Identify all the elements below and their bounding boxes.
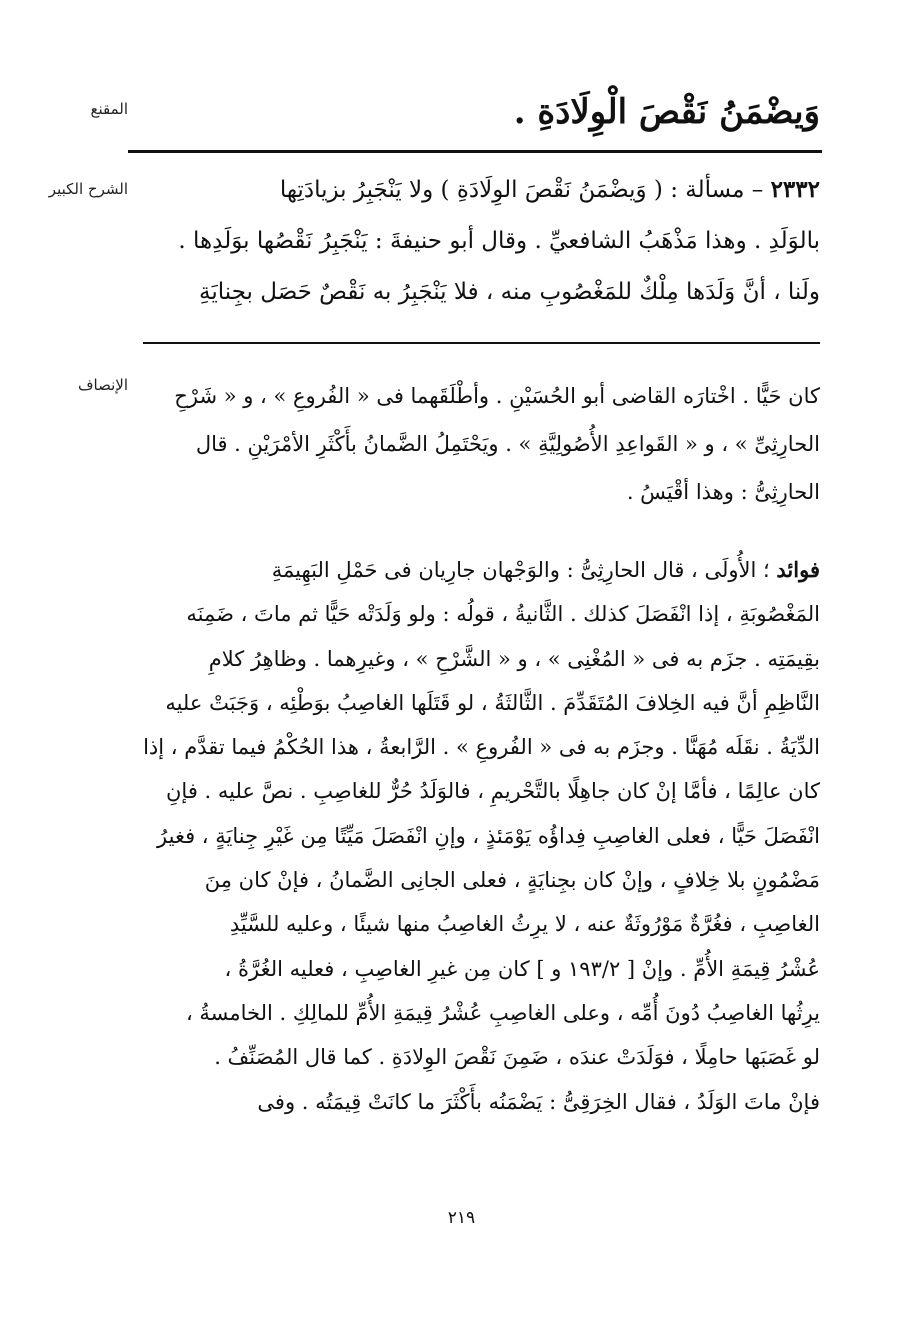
fawaid-line: المَغْصُوبَةِ ، إذا انْفَصَلَ كذلك . الثَّانيةُ ، قولُه : ولو وَلَدَتْه حَيًّا ثم ماتَ ، ضَمِنَه [186,602,820,627]
middle-divider [143,342,820,344]
fawaid-line: فوائد ؛ الأُولَى ، قال الحارِثِىُّ : والوَجْهان جارِيان فى حَمْلِ البَهِيمَةِ [271,557,820,582]
fawaid-heading: فوائد [776,557,820,582]
side-label-sharh: الشرح الكبير [48,180,128,198]
insaf-text [128,372,820,516]
fawaid-text [128,548,820,1124]
fawaid-line: لو غَصَبَها حامِلًا ، فوَلَدَتْ عندَه ، ضَمِنَ نَقْصَ الوِلادَةِ . كما قال المُصَنِّفُ . [214,1045,820,1070]
sharh-line: ولَنا ، أنَّ وَلَدَها مِلْكٌ للمَغْصُوبِ منه ، فلا يَنْجَبِرُ به نَقْصٌ حَصَل بجِنايَةِ [199,279,820,305]
fawaid-line: الغاصِبِ ، فغُرَّةٌ مَوْرُوثَةٌ عنه ، لا يرِثُ الغاصِبُ منها شيئًا ، وعليه للسَّيِّدِ [229,912,820,937]
fawaid-line: كان عالِمًا ، فأمَّا إنْ كان جاهِلًا بالتَّحْريمِ ، فالوَلَدُ حُرٌّ للغاصِبِ . نصَّ عليه . فإنِ [166,779,820,804]
fawaid-line: مَضْمُونٍ بلا خِلافٍ ، وإنْ كان بجِنايَةٍ ، فعلى الجانِى الضَّمانُ ، فإنْ كان مِنَ [204,868,820,893]
page-number: ٢١٩ [447,1208,476,1228]
mugni-text [128,84,820,140]
fawaid-line: يرِثُها الغاصِبُ دُونَ أُمِّه ، وعلى الغاصِبِ عُشْرُ قِيمَةِ الأُمِّ للمالِكِ . الخامسةُ ، [185,1000,820,1025]
fawaid-line: بقِيمَتِه . جزَم به فى « المُغْنِى » ، و « الشَّرْحِ » ، وغيرِهما . وظاهِرُ كلامِ [208,646,820,671]
issue-number: ٢٣٣٢ [770,176,820,203]
sharh-text [128,164,820,318]
insaf-line: كان حَيًّا . اخْتارَه القاضى أبو الحُسَيْنِ . وأطْلَقَهما فى « الفُروعِ » ، و « شَرْحِ [174,384,820,408]
fawaid-line: فإنْ ماتَ الوَلَدُ ، فقال الخِرَقِىُّ : يَضْمَنُه بأَكْثَرَ ما كانَتْ قِيمَتُه . وفى [257,1089,820,1114]
mugni-line: وَيضْمَنُ نَقْصَ الْوِلَادَةِ . [513,92,820,132]
side-label-mugni: المقنع [90,100,128,118]
fawaid-line: انْفَصَلَ حَيًّا ، فعلى الغاصِبِ فِداؤُه يَوْمَئذٍ ، وإنِ انْفَصَلَ مَيِّتًا مِن غَيْرِ جِنايَةٍ ، فغيرُ [157,823,820,848]
fawaid-line: النَّاظِمِ أنَّ فيه الخِلافَ المُتَقَدِّمَ . الثَّالثَةُ ، لو قَتَلَها الغاصِبُ بوَطْئِه ، وَجَبَتْ عليه [165,690,820,715]
fawaid-line: الدِّيَةُ . نقَلَه مُهَنَّا . وجزَم به فى « الفُروعِ » . الرَّابعةُ ، هذا الحُكْمُ فيما تقدَّم ، إذا [143,735,820,760]
sharh-line: ٢٣٣٢ – مسألة : ( وَيضْمَنُ نَقْصَ الوِلَادَةِ ) ولا يَنْجَبِرُ بزيادَتِها [279,176,820,203]
insaf-line: الحارِثِىُّ : وهذا أقْيَسُ . [626,480,820,504]
insaf-line: الحارِثِىِّ » ، و « القَواعِدِ الأُصُولِيَّةِ » . ويَحْتَمِلُ الضَّمانُ بأَكْثَرِ الأمْرَيْنِ . قال [195,432,820,456]
fawaid-line: عُشْرُ قِيمَةِ الأُمِّ . وإنْ [ ١٩٣/٢ و ] كان مِن غيرِ الغاصِبِ ، فعليه الغُرَّةُ ، [224,956,820,981]
sharh-line: بالوَلَدِ . وهذا مَذْهَبُ الشافعيِّ . وقال أبو حنيفةَ : يَنْجَبِرُ نَقْصُها بوَلَدِها . [178,228,820,254]
side-label-insaf: الإنصاف [77,376,128,394]
top-divider [128,150,822,153]
